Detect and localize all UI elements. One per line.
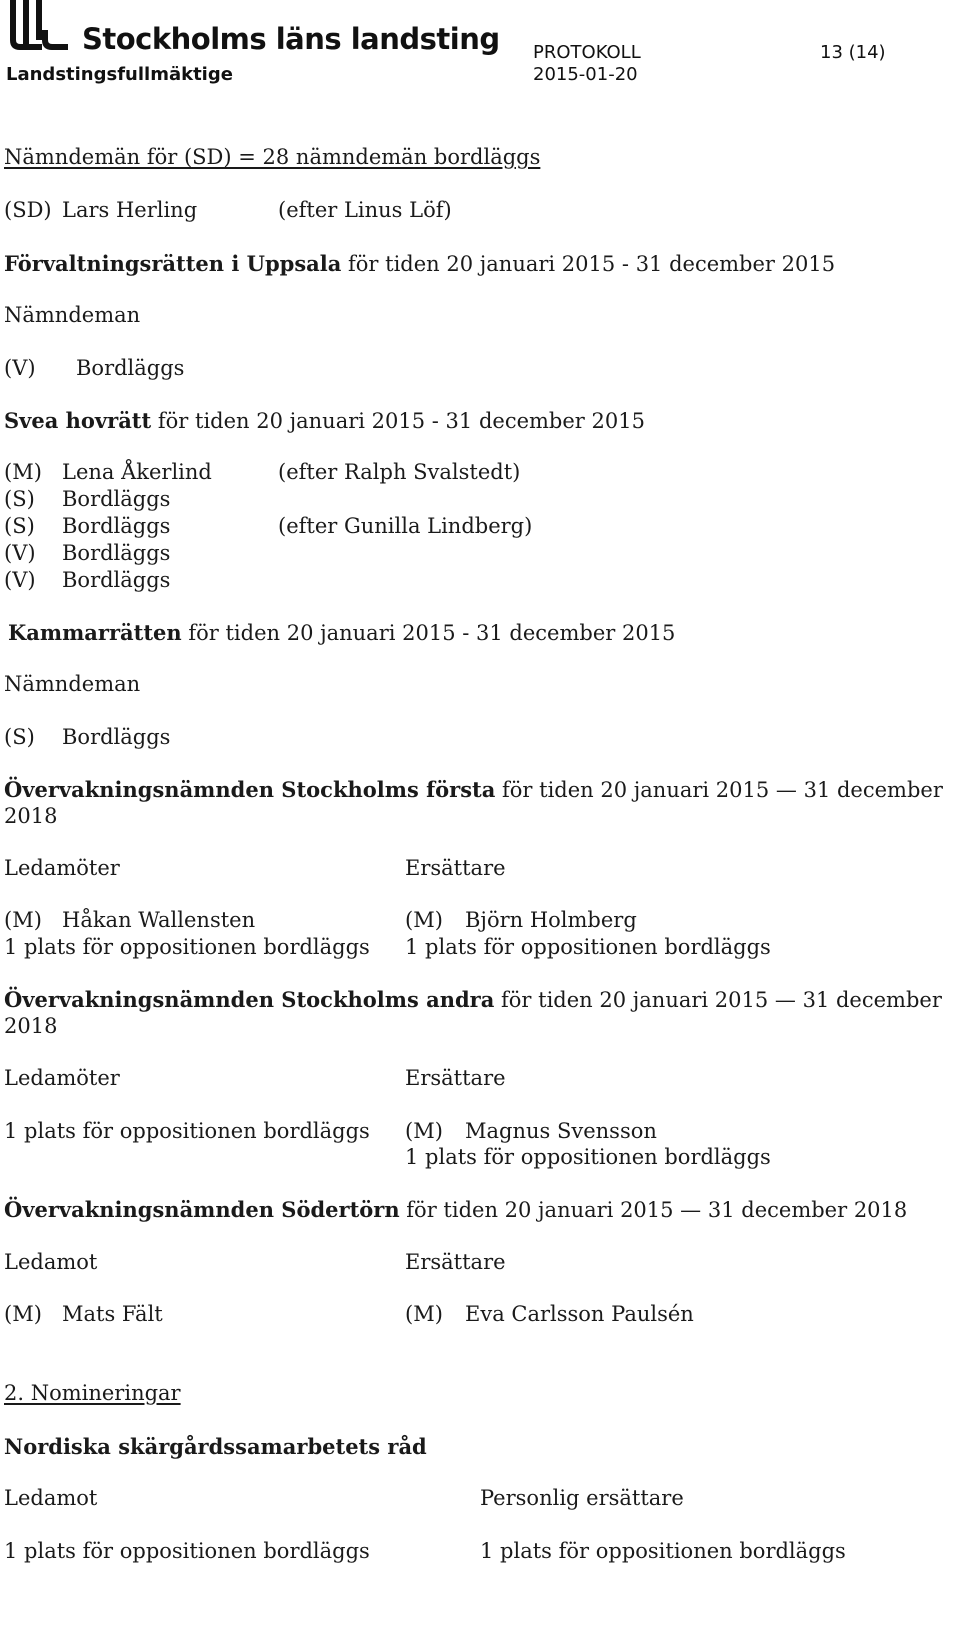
ov2-r1-name: Magnus Svensson <box>465 1119 657 1143</box>
ov1-l1-name: Håkan Wallensten <box>62 908 256 932</box>
sll-logo-icon <box>6 0 72 56</box>
sh-heading <box>4 407 645 435</box>
kr-name: Bordläggs <box>62 725 171 749</box>
fu-party: (V) <box>4 356 36 380</box>
fu-period: för tiden 20 januari 2015 - 31 december 2015 <box>341 252 836 276</box>
ov1-period: för tiden 20 januari 2015 — 31 december <box>495 778 943 802</box>
ovs-l1-name: Mats Fält <box>62 1302 163 1326</box>
sh-row-party: (M) <box>4 460 42 484</box>
sd-heading: Nämndemän för (SD) = 28 nämndemän bordläggs <box>4 145 541 169</box>
ns-l1: 1 plats för oppositionen bordläggs <box>4 1539 370 1563</box>
ov2-r2: 1 plats för oppositionen bordläggs <box>405 1145 771 1169</box>
sh-row-name: Bordläggs <box>62 487 171 511</box>
fu-name: Bordläggs <box>76 356 185 380</box>
ov1-l1-party: (M) <box>4 908 42 932</box>
ov2-period-end: 2018 <box>4 1014 58 1038</box>
ov1-l2: 1 plats för oppositionen bordläggs <box>4 935 370 959</box>
sh-row-name: Bordläggs <box>62 514 171 538</box>
fu-title: Förvaltningsrätten i Uppsala <box>4 251 342 276</box>
ov1-period-end: 2018 <box>4 804 58 828</box>
sh-row-note: (efter Ralph Svalstedt) <box>278 460 521 484</box>
page-number: 13 (14) <box>820 42 886 63</box>
sh-row-name: Lena Åkerlind <box>62 460 212 484</box>
kr-heading <box>8 619 675 647</box>
kr-period: för tiden 20 januari 2015 - 31 december 2015 <box>181 621 676 645</box>
ns-col-member: Ledamot <box>4 1486 98 1510</box>
doc-date: 2015-01-20 <box>533 64 638 85</box>
ov2-period: för tiden 20 januari 2015 — 31 december <box>494 988 942 1012</box>
ov1-heading <box>4 776 943 804</box>
sh-period: för tiden 20 januari 2015 - 31 december 2015 <box>151 409 645 433</box>
ovs-title: Övervakningsnämnden Södertörn <box>4 1197 400 1222</box>
doc-type: PROTOKOLL <box>533 42 641 63</box>
sh-row-party: (V) <box>4 568 36 592</box>
ov2-col-members: Ledamöter <box>4 1066 120 1090</box>
sd-note: (efter Linus Löf) <box>278 198 452 222</box>
nominations-heading: 2. Nomineringar <box>4 1381 181 1405</box>
ov2-title: Övervakningsnämnden Stockholms andra <box>4 987 495 1012</box>
sh-row-party: (V) <box>4 541 36 565</box>
ns-col-deputy: Personlig ersättare <box>480 1486 684 1510</box>
org-name: Stockholms läns landsting <box>82 22 500 56</box>
ov1-title: Övervakningsnämnden Stockholms första <box>4 777 496 802</box>
sh-row-party: (S) <box>4 487 35 511</box>
sh-row-party: (S) <box>4 514 35 538</box>
ov2-col-deputies: Ersättare <box>405 1066 506 1090</box>
fu-heading <box>4 250 835 278</box>
sh-row-name: Bordläggs <box>62 568 171 592</box>
ov2-l1: 1 plats för oppositionen bordläggs <box>4 1119 370 1143</box>
ov2-r1-party: (M) <box>405 1119 443 1143</box>
kr-title: Kammarrätten <box>8 620 182 645</box>
ov1-col-deputies: Ersättare <box>405 856 506 880</box>
sh-row-note: (efter Gunilla Lindberg) <box>278 514 533 538</box>
ovs-l1-party: (M) <box>4 1302 42 1326</box>
ov1-r2: 1 plats för oppositionen bordläggs <box>405 935 771 959</box>
ovs-r1-name: Eva Carlsson Paulsén <box>465 1302 694 1326</box>
kr-role: Nämndeman <box>4 672 141 696</box>
ov1-col-members: Ledamöter <box>4 856 120 880</box>
sd-party: (SD) <box>4 198 52 222</box>
ovs-heading <box>4 1196 907 1224</box>
ov1-r1-name: Björn Holmberg <box>465 908 637 932</box>
fu-role: Nämndeman <box>4 303 141 327</box>
sub-org: Landstingsfullmäktige <box>6 64 233 85</box>
sh-row-name: Bordläggs <box>62 541 171 565</box>
ns-title: Nordiska skärgårdssamarbetets råd <box>4 1434 427 1459</box>
ovs-period: för tiden 20 januari 2015 — 31 december 2018 <box>399 1198 908 1222</box>
kr-party: (S) <box>4 725 35 749</box>
sd-name: Lars Herling <box>62 198 198 222</box>
ov1-r1-party: (M) <box>405 908 443 932</box>
ovs-col-member: Ledamot <box>4 1250 98 1274</box>
sh-title: Svea hovrätt <box>4 408 152 433</box>
ovs-r1-party: (M) <box>405 1302 443 1326</box>
ov2-heading <box>4 986 942 1014</box>
ns-r1: 1 plats för oppositionen bordläggs <box>480 1539 846 1563</box>
ovs-col-deputy: Ersättare <box>405 1250 506 1274</box>
